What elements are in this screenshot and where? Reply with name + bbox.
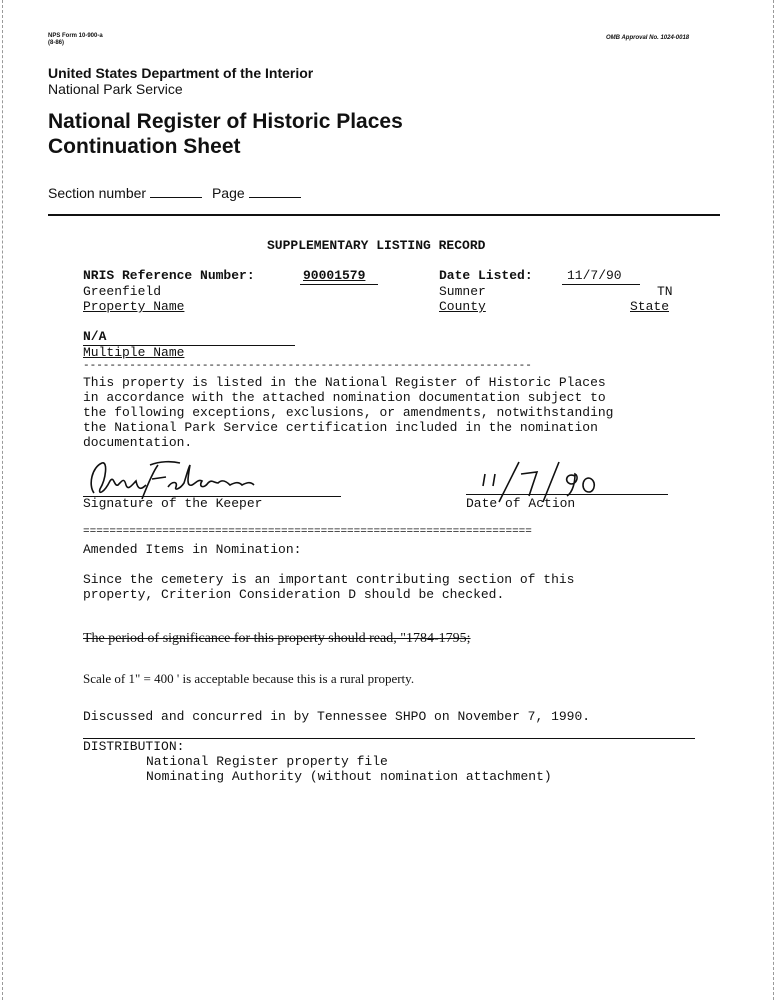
amended-heading: Amended Items in Nomination: bbox=[83, 542, 302, 557]
date-listed-label: Date Listed: bbox=[439, 268, 533, 283]
nris-underline bbox=[300, 284, 378, 285]
date-of-action-line bbox=[466, 494, 668, 495]
page-label: Page bbox=[211, 185, 245, 201]
section-number-blank bbox=[150, 185, 202, 198]
service-name: National Park Service bbox=[48, 81, 183, 97]
page-blank bbox=[249, 185, 301, 198]
register-title: National Register of Historic Places bbox=[48, 110, 403, 133]
multiple-name-value: N/A bbox=[83, 329, 107, 344]
date-of-action-label: Date of Action bbox=[466, 496, 576, 511]
form-number: NPS Form 10-900-a (8-86) bbox=[48, 33, 103, 46]
nris-value: 90001579 bbox=[303, 268, 366, 283]
section-number-label: Section number bbox=[48, 185, 147, 201]
distribution-heading: DISTRIBUTION: bbox=[83, 739, 185, 754]
county-label: County bbox=[439, 299, 486, 314]
date-listed-value: 11/7/90 bbox=[567, 268, 622, 283]
signature-label: Signature of the Keeper bbox=[83, 496, 263, 511]
scale-amendment: Scale of 1" = 400 ' is acceptable because this is a rural property. bbox=[83, 671, 415, 686]
listing-statement: This property is listed in the National Register of Historic Places in accordance with the attached nomination documentation subject to the following exceptions, exclusions, or amendments, notwithstanding the National Park Service certification included in the nomination documentation. bbox=[83, 375, 614, 450]
dash-separator: -------------------------------------------------------------------- bbox=[83, 360, 532, 372]
county-value: Sumner bbox=[439, 284, 486, 299]
header-rule bbox=[48, 214, 720, 216]
state-label: State bbox=[630, 299, 670, 314]
section-page-line bbox=[48, 185, 307, 201]
amendment-criterion-d: Since the cemetery is an important contributing section of this property, Criterion Consideration D should be checked. bbox=[83, 572, 575, 602]
page-edge-left bbox=[2, 0, 3, 1000]
struck-amendment: The period of significance for this property should read, "1784-1795; bbox=[83, 631, 471, 646]
equals-separator: ==================================================================== bbox=[83, 526, 532, 538]
multiple-name-label: Multiple Name bbox=[83, 345, 185, 360]
distribution-item: Nominating Authority (without nomination attachment) bbox=[146, 769, 552, 784]
omb-approval: OMB Approval No. 1024-0018 bbox=[606, 35, 690, 41]
page-edge-right bbox=[773, 0, 774, 1000]
property-name-value: Greenfield bbox=[83, 284, 162, 299]
discussed-statement: Discussed and concurred in by Tennessee SHPO on November 7, 1990. bbox=[83, 709, 591, 724]
nris-label: NRIS Reference Number: bbox=[83, 268, 255, 283]
property-name-label: Property Name bbox=[83, 299, 185, 314]
record-heading: SUPPLEMENTARY LISTING RECORD bbox=[267, 238, 486, 253]
distribution-item: National Register property file bbox=[146, 754, 388, 769]
sheet-title: Continuation Sheet bbox=[48, 135, 241, 158]
date-listed-underline bbox=[562, 284, 640, 285]
state-value: TN bbox=[657, 284, 673, 299]
department-name: United States Department of the Interior bbox=[48, 65, 314, 81]
